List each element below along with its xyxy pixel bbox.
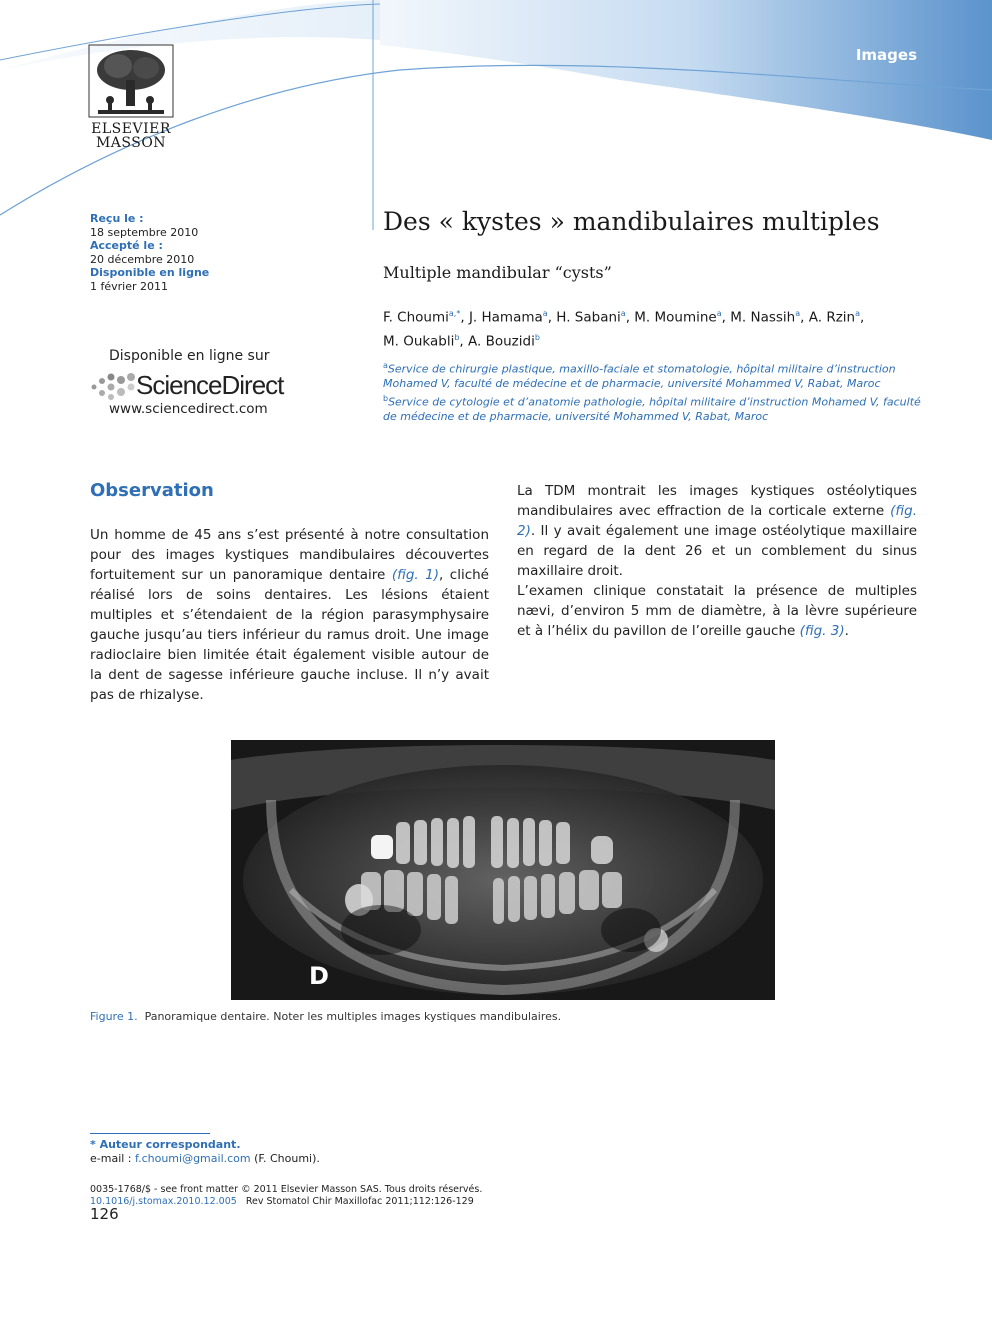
email-link[interactable]: f.choumi@gmail.com <box>135 1152 251 1165</box>
accepted-date: 20 décembre 2010 <box>90 252 195 266</box>
sciencedirect-dots-icon <box>88 371 136 401</box>
observation-paragraph-1 <box>90 525 489 705</box>
author-sup: a <box>620 309 626 318</box>
text-run: , cliché réalisé lors de soins dentaires. Les lésions étaient multiples et s’étendaient de la région parasymphysaire gauche jusqu’au tiers inférieur du ramus droit. Une image radioclaire bien limitée était également visible autour de la dent de sagesse inférieure gauche incluse. Il n’y avait pas de rhizalyse. <box>90 567 489 703</box>
page-number: 126 <box>90 1205 119 1223</box>
sciencedirect-block <box>88 348 288 417</box>
sd-brand-text: ScienceDirect <box>136 370 284 400</box>
author-sup: a <box>795 309 801 318</box>
author: M. Oukabli <box>383 333 455 349</box>
logo-masson: MASSON <box>95 135 167 151</box>
doi-link[interactable]: 10.1016/j.stomax.2010.12.005 <box>90 1196 237 1207</box>
affiliations <box>383 359 928 424</box>
email-owner: (F. Choumi). <box>250 1152 320 1165</box>
author-sup: b <box>454 332 460 342</box>
author: A. Rzin <box>808 309 856 326</box>
section-heading-observation: Observation <box>90 480 214 501</box>
xray-filling <box>371 835 393 859</box>
author: M. Nassih <box>730 309 796 326</box>
received-label: Reçu le : <box>90 212 144 225</box>
footnote-divider <box>90 1133 210 1134</box>
doi-journal-line <box>90 1196 482 1208</box>
sd-brand-row <box>88 370 288 401</box>
author-list: F. Choumi$^{a,*}$, J. Hamama$^a$, H. Sabani$^a$, M. Moumine$^a$, M. Nassih$^a$, A. Rzin$^a$, M. Oukabli$^b$, A. Bouzidi$^b$ <box>383 309 865 349</box>
corresponding-author-label: * Auteur correspondant. <box>90 1138 241 1151</box>
affiliation-text: Service de cytologie et d’anatomie pathologie, hôpital militaire d’instruction Mohamed V, faculté de médecine et de pharmacie, université Mohammed V, Rabat, Maroc <box>383 395 921 423</box>
author: H. Sabani <box>556 309 621 326</box>
figure-caption-text: Panoramique dentaire. Noter les multiples images kystiques mandibulaires. <box>144 1010 562 1023</box>
online-label: Disponible en ligne <box>90 266 210 279</box>
affiliation-mark: a <box>383 361 388 370</box>
paragraph-tdm <box>517 481 917 581</box>
accepted-label: Accepté le : <box>90 239 163 252</box>
figure-1-ref-link[interactable]: (fig. 1) <box>391 567 440 583</box>
text-run: La TDM montrait les images kystiques ostéolytiques mandibulaires avec effraction de la corticale externe <box>517 483 917 519</box>
author-sup: a <box>855 309 860 318</box>
affiliation-mark: b <box>383 393 389 403</box>
publication-metadata <box>90 1184 482 1208</box>
footnote <box>90 1138 320 1166</box>
journal-citation: Rev Stomatol Chir Maxillofac 2011;112:126-129 <box>245 1196 474 1207</box>
text-run: Un homme de 45 ans s’est présenté à notre consultation pour des images kystiques mandibulaires découvertes fortuitement sur un panoramique dentaire <box>90 527 489 583</box>
panoramic-xray-image <box>231 740 775 1000</box>
elsevier-tree-icon <box>88 44 174 118</box>
issn-line: 0035-1768/$ - see front matter © 2011 Elsevier Masson SAS. Tous droits réservés. <box>90 1184 483 1195</box>
author: A. Bouzidi <box>468 333 535 349</box>
xray-drawing <box>231 740 775 1000</box>
affiliation-a <box>383 359 928 392</box>
author-sup: a,* <box>448 309 461 318</box>
email-label: e-mail : <box>90 1152 136 1165</box>
author: J. Hamama <box>468 309 543 326</box>
sd-available-text: Disponible en ligne sur <box>109 348 270 364</box>
text-run: L’examen clinique constatait la présence de multiples nævi, d’environ 5 mm de diamètre, à la lèvre supérieure et à l’hélix du pavillon de l’oreille gauche <box>517 583 917 639</box>
article-title: Des « kystes » mandibulaires multiples <box>383 207 880 236</box>
logo-elsevier: ELSEVIER <box>91 121 171 137</box>
paragraph-clinical-exam <box>517 581 917 641</box>
xray-side-marker: D <box>309 962 329 990</box>
author-sup: a <box>716 309 722 318</box>
author-sup: b <box>534 332 540 342</box>
online-date: 1 février 2011 <box>90 279 169 293</box>
affiliation-b <box>383 392 928 425</box>
observation-paragraph-2 <box>517 481 917 641</box>
affiliation-text: Service de chirurgie plastique, maxillo-faciale et stomatologie, hôpital militaire d’instruction Mohamed V, faculté de médecine et de pharmacie, université Mohammed V, Rabat, Maroc <box>383 362 896 391</box>
text-run: . <box>844 623 849 639</box>
figure-3-ref-link[interactable]: (fig. 3) <box>799 623 845 639</box>
article-dates <box>90 212 209 293</box>
received-date: 18 septembre 2010 <box>90 225 199 239</box>
text-run: . Il y avait également une image ostéolytique maxillaire en regard de la dent 26 et un comblement du sinus maxillaire droit. <box>517 523 917 579</box>
elsevier-masson-logo <box>88 44 174 150</box>
footnote-email-line <box>90 1152 320 1166</box>
author-sup: a <box>542 309 548 318</box>
figure-2-ref-link[interactable]: (fig. 2) <box>517 503 917 539</box>
author: M. Moumine <box>634 309 717 326</box>
article-subtitle: Multiple mandibular “cysts” <box>383 263 612 282</box>
section-tag: Images <box>855 46 917 64</box>
sd-url-link[interactable]: www.sciencedirect.com <box>109 401 268 417</box>
figure-label: Figure 1. <box>90 1010 138 1023</box>
author: F. Choumi <box>383 309 449 326</box>
figure-1-caption <box>90 1010 561 1023</box>
